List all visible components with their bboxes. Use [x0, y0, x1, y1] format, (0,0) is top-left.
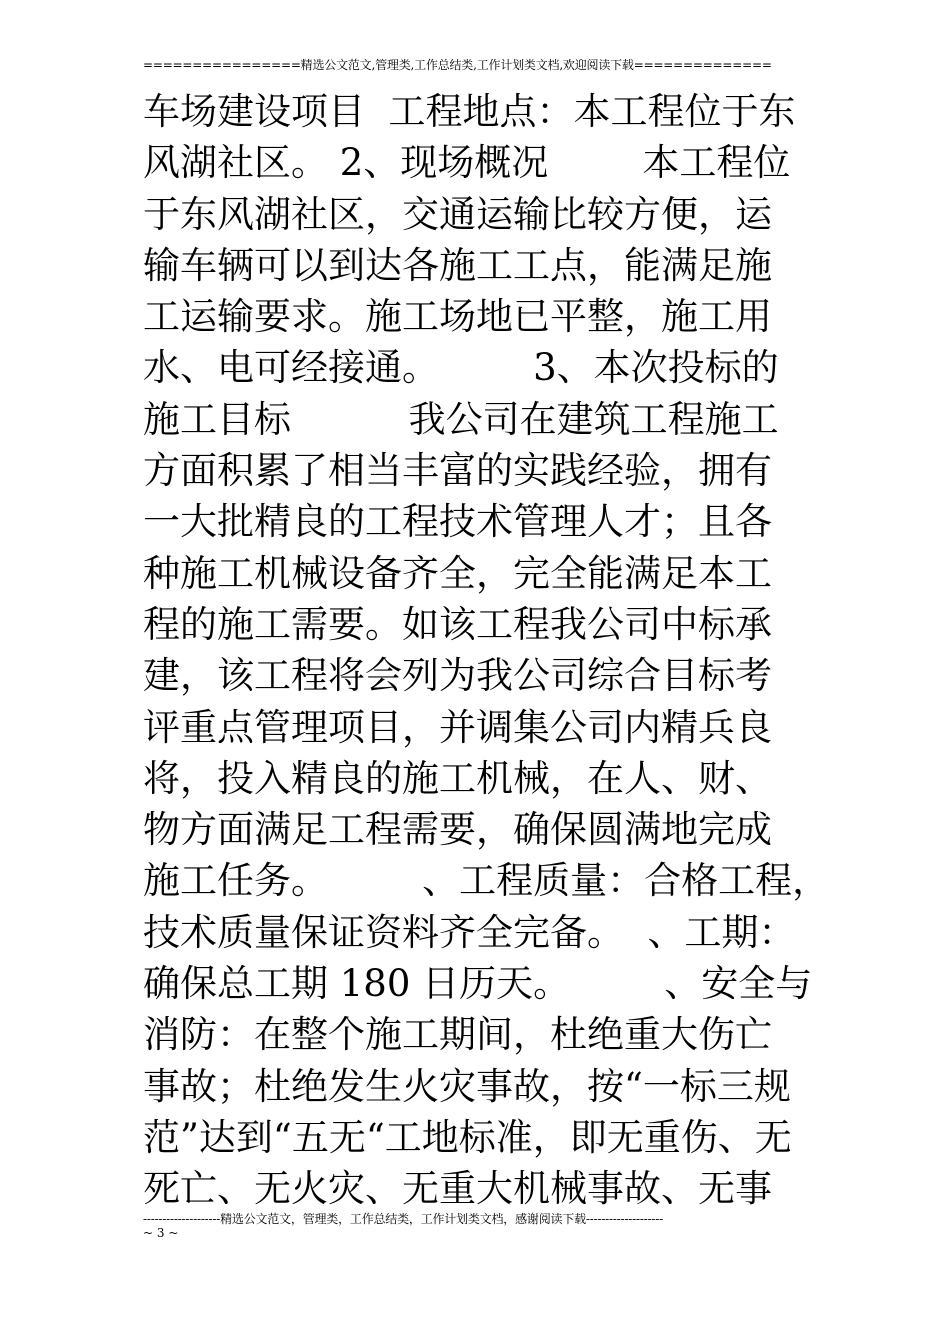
body-line: 输车辆可以到达各施工工点，能满足施: [143, 243, 772, 287]
body-line: 车场建设项目 工程地点：本工程位于东: [143, 90, 796, 133]
page-number: ~ 3 ~: [143, 1226, 179, 1240]
page-header: ================精选公文范文,管理类,工作总结类,工作计划类文档,欢迎阅读下载==============: [143, 58, 772, 72]
body-line: 物方面满足工程需要，确保圆满地完成: [143, 808, 772, 852]
body-line: 程的施工需要。如该工程我公司中标承: [143, 602, 772, 646]
body-line: 工运输要求。施工场地已平整，施工用: [143, 295, 772, 339]
body-line: 确保总工期 180 日历天。 、安全与: [143, 962, 813, 1006]
body-line: 事故；杜绝发生火灾事故，按“一标三规: [143, 1064, 791, 1108]
body-text: [143, 86, 830, 1215]
body-line: 范”达到“五无“工地标准，即无重伤、无: [143, 1115, 792, 1159]
body-line: 于东风湖社区，交通运输比较方便，运: [143, 192, 772, 236]
body-line: 消防：在整个施工期间，杜绝重大伤亡: [143, 1013, 772, 1057]
body-line: 技术质量保证资料齐全完备。 、工期：: [143, 910, 796, 954]
body-line: 风湖社区。 2、现场概况 本工程位: [143, 141, 791, 185]
body-line: 水、电可经接通。 3、本次投标的: [143, 346, 779, 390]
body-line: 评重点管理项目，并调集公司内精兵良: [143, 705, 772, 749]
body-line: 施工目标 我公司在建筑工程施工: [143, 397, 779, 441]
body-line: 死亡、无火灾、无重大机械事故、无事: [143, 1167, 772, 1211]
page-footer: --------------------精选公文范文，管理类，工作总结类，工作计划类文档，感谢阅读下载--------------------: [143, 1212, 663, 1226]
body-line: 施工任务。 、工程质量：合格工程，: [143, 859, 830, 903]
body-line: 一大批精良的工程技术管理人才；且各: [143, 500, 772, 544]
body-line: 将，投入精良的施工机械，在人、财、: [143, 756, 772, 800]
body-line: 方面积累了相当丰富的实践经验，拥有: [143, 449, 772, 493]
body-line: 种施工机械设备齐全，完全能满足本工: [143, 551, 772, 595]
body-line: 建，该工程将会列为我公司综合目标考: [143, 654, 772, 698]
